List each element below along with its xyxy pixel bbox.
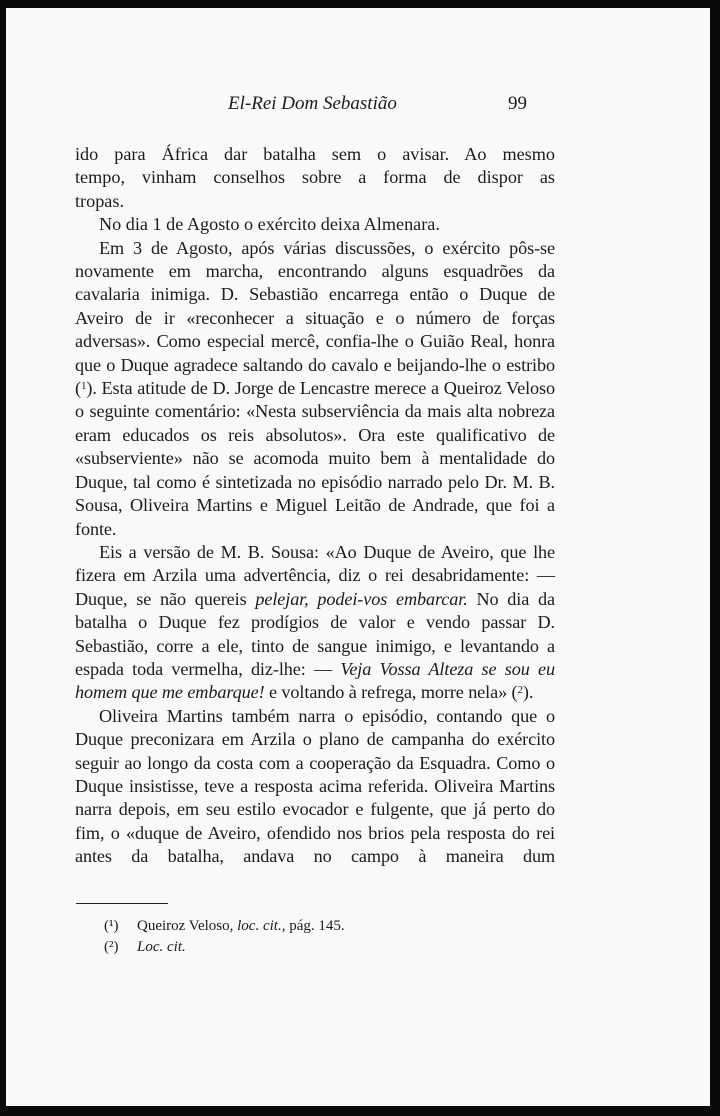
paragraph-continued-line-1: ido para África dar batalha sem o avisar. Ao mesmo	[75, 144, 555, 164]
footnote-ref-2: 2	[517, 684, 523, 697]
footnote-1-text: Queiroz Veloso, loc. cit., pág. 145.	[137, 918, 345, 934]
paragraph-4: Eis a versão de M. B. Sousa: «Ao Duque de Aveiro, que lhe fizera em Arzila uma advertência, diz o rei desabridamente: — Duque, se não quereis pelejar, podei-vos embarcar. No dia da batalha o Duque fez prodígios de valor e vendo passar D. Sebastião, corre a ele, tinto de sangue inimigo, e levantando a espada toda vermelha, diz-lhe: — Veja Vossa Alteza se sou eu homem que me embarque! e voltando à refrega, morre nela» ($^2$).	[75, 541, 555, 703]
footnote-2-mark: (²)	[104, 939, 119, 955]
paragraph-5: Oliveira Martins também narra o episódio, contando que o Duque preconizara em Arzila o plano de campanha do exército seguir ao longo da costa com a cooperação da Esquadra. Como o Duque insistisse, teve a resposta acima referida. Oliveira Martins narra depois, em seu estilo evocador e fulgente, que já perto do fim, o «duque de Aveiro, ofendido nos brios pela resposta do rei antes da batalha, andava no campo à maneira dum	[75, 705, 555, 867]
footnote-1-mark: (¹)	[104, 918, 119, 934]
paragraph-3: Em 3 de Agosto, após várias discussões, o exército pôs-se novamente em marcha, encontrando alguns esquadrões da cavalaria inimiga. D. Sebastião encarrega então o Duque de Aveiro de ir «reconhecer a situação e o número de forças adversas». Como especial mercê, confia-lhe o Guião Real, honra que o Duque agradece saltando do cavalo e beijando-lhe o estribo ($^1$). Esta atitude de D. Jorge de Lencastre merece a Queiroz Veloso o seguinte comentário: «Nesta subserviência da mais alta nobreza eram educados os reis absolutos». Ora este qualificativo de «subserviente» não se acomoda muito bem à mentalidade do Duque, tal como é sintetizada no episódio narrado pelo Dr. M. B. Sousa, Oliveira Martins e Miguel Leitão de Andrade, que foi a fonte.	[75, 237, 555, 539]
body-text	[75, 143, 555, 869]
running-head-title: El-Rei Dom Sebastião	[228, 93, 397, 114]
paragraph-continued-line-2: tempo, vinham conselhos sobre a forma de dispor as	[75, 167, 555, 188]
footnote-2-text: Loc. cit.	[137, 939, 186, 955]
page-number: 99	[508, 93, 527, 114]
paragraph-2: No dia 1 de Agosto o exército deixa Almenara.	[99, 214, 440, 235]
footnote-rule	[76, 903, 168, 904]
running-head	[0, 93, 720, 117]
paragraph-continued-line-3: tropas.	[75, 190, 124, 211]
footnote-ref-1: 1	[80, 380, 87, 393]
